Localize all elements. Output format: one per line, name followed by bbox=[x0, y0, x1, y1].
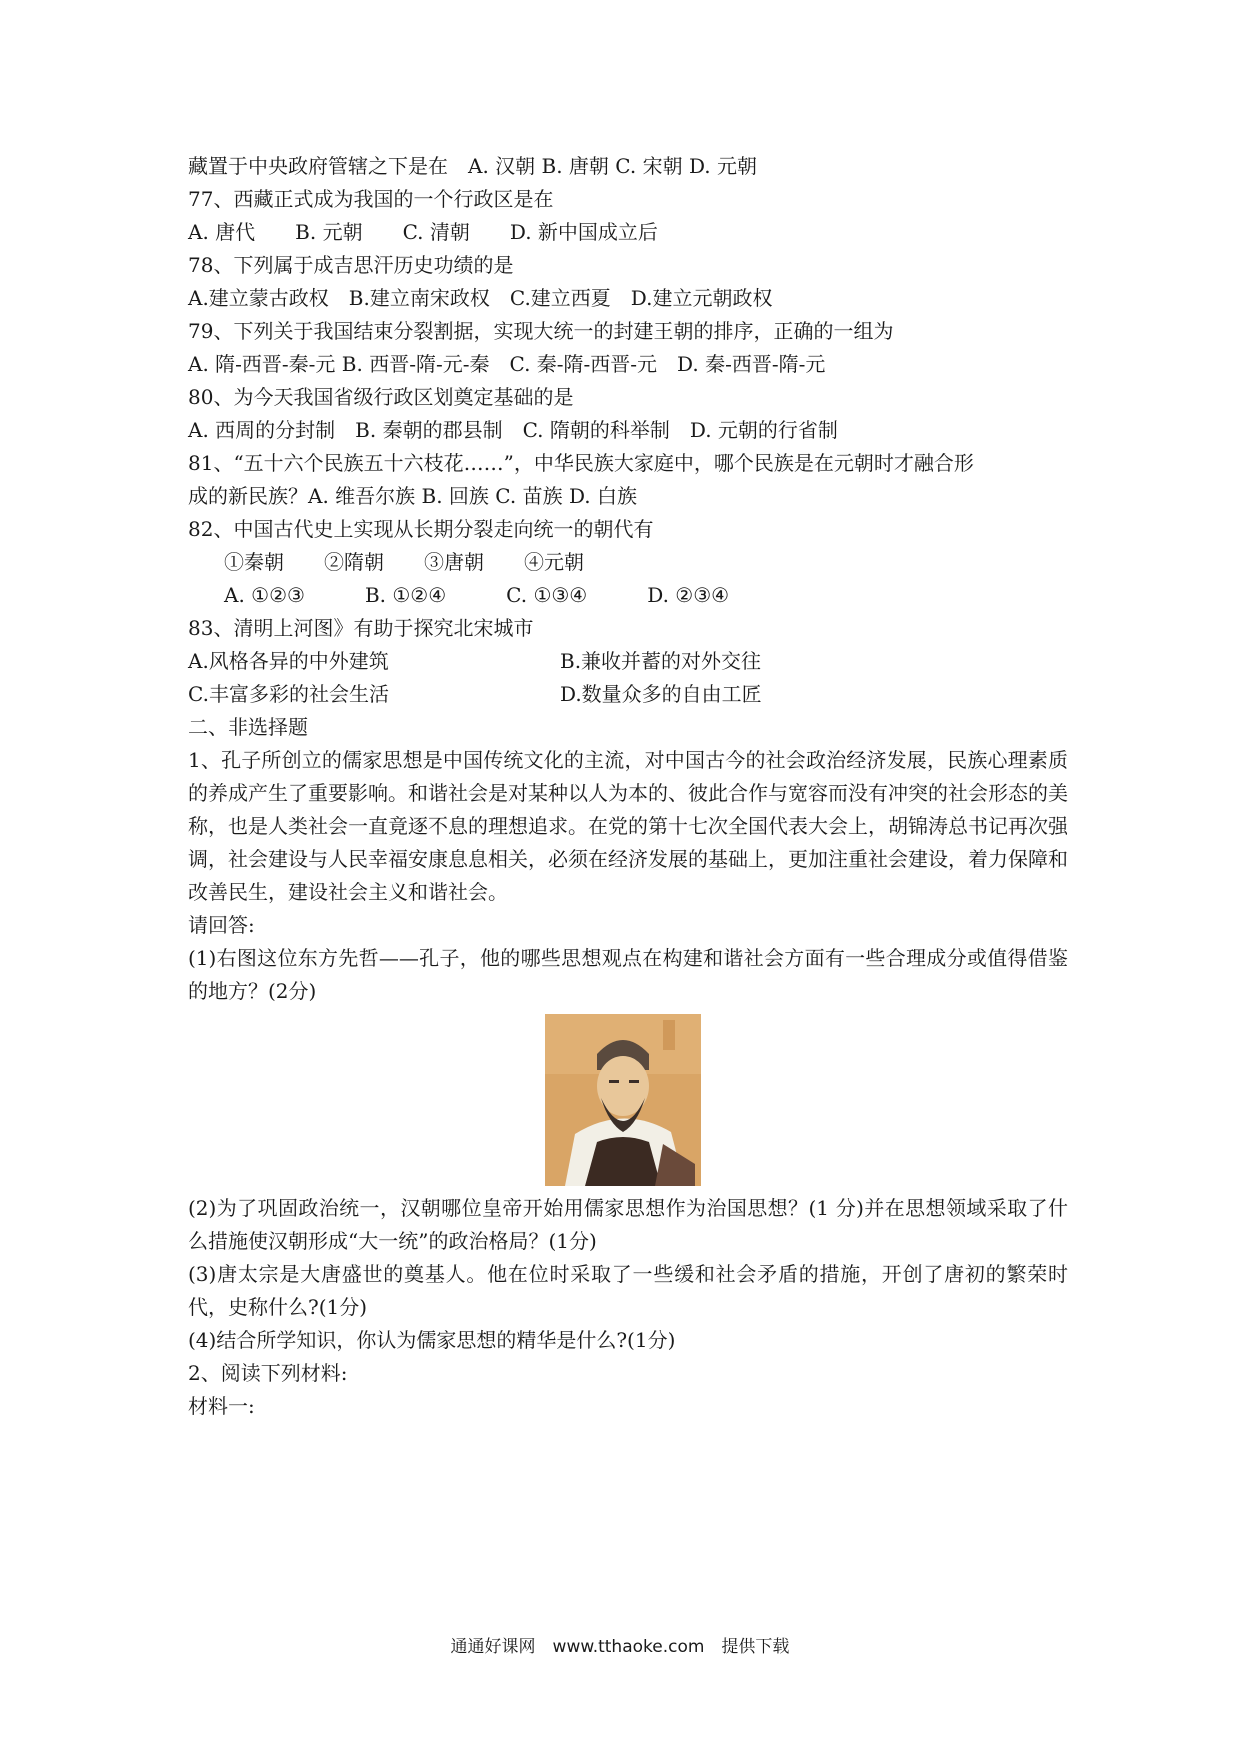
q80-options: A. 西周的分封制 B. 秦朝的郡县制 C. 隋朝的科举制 D. 元朝的行省制 bbox=[188, 418, 838, 442]
q81-stem-line1: 81、“五十六个民族五十六枝花……”，中华民族大家庭中，哪个民族是在元朝时才融合形 bbox=[188, 451, 974, 475]
section-title: 二、非选择题 bbox=[188, 715, 308, 739]
q83-option-d: D.数量众多的自由工匠 bbox=[560, 682, 762, 706]
q83-option-a: A.风格各异的中外建筑 bbox=[188, 649, 389, 673]
q83-options-row1 bbox=[188, 645, 1068, 678]
q76-tail: 藏置于中央政府管辖之下是在 A. 汉朝 B. 唐朝 C. 宋朝 D. 元朝 bbox=[188, 154, 757, 178]
page-footer: 通通好课网 www.tthaoke.com 提供下载 bbox=[450, 1637, 790, 1657]
page-content bbox=[188, 150, 1068, 1423]
q78-stem: 78、下列属于成吉思汗历史功绩的是 bbox=[188, 253, 514, 277]
q79-options: A. 隋-西晋-秦-元 B. 西晋-隋-元-秦 C. 秦-隋-西晋-元 D. 秦-西晋-隋-元 bbox=[188, 352, 826, 376]
question-1-passage: 1、孔子所创立的儒家思想是中国传统文化的主流，对中国古今的社会政治经济发展，民族心理素质的养成产生了重要影响。和谐社会是对某种以人为本的、彼此合作与宽容而没有冲突的社会形态的美称，也是人类社会一直竟逐不息的理想追求。在党的第十七次全国代表大会上，胡锦涛总书记再次强调，社会建设与人民幸福安康息息相关，必须在经济发展的基础上，更加注重社会建设，着力保障和改善民生，建设社会主义和谐社会。 bbox=[188, 748, 1068, 904]
portrait-area bbox=[188, 1008, 1068, 1192]
sub-question-4: (4)结合所学知识，你认为儒家思想的精华是什么?(1分) bbox=[188, 1328, 676, 1352]
q83-stem: 83、清明上河图》有助于探究北宋城市 bbox=[188, 616, 534, 640]
q82-items: ①秦朝 ②隋朝 ③唐朝 ④元朝 bbox=[224, 550, 584, 574]
q77-options: A. 唐代 B. 元朝 C. 清朝 D. 新中国成立后 bbox=[188, 220, 658, 244]
q81-stem-line2: 成的新民族？A. 维吾尔族 B. 回族 C. 苗族 D. 白族 bbox=[188, 484, 637, 508]
q79-stem: 79、下列关于我国结束分裂割据，实现大统一的封建王朝的排序，正确的一组为 bbox=[188, 319, 894, 343]
sub-question-3: (3)唐太宗是大唐盛世的奠基人。他在位时采取了一些缓和社会矛盾的措施，开创了唐初的繁荣时代，史称什么?(1分) bbox=[188, 1262, 1068, 1319]
q83-options-row2 bbox=[188, 678, 1068, 711]
q78-options: A.建立蒙古政权 B.建立南宋政权 C.建立西夏 D.建立元朝政权 bbox=[188, 286, 773, 310]
q82-stem: 82、中国古代史上实现从长期分裂走向统一的朝代有 bbox=[188, 517, 654, 541]
material-1-label: 材料一: bbox=[188, 1394, 255, 1418]
question-2-stem: 2、阅读下列材料: bbox=[188, 1361, 348, 1385]
ask-label: 请回答: bbox=[188, 913, 255, 937]
sub-question-2: (2)为了巩固政治统一，汉朝哪位皇帝开始用儒家思想作为治国思想？(1 分)并在思想领域采取了什么措施使汉朝形成“大一统”的政治格局？(1分) bbox=[188, 1196, 1068, 1253]
confucius-portrait bbox=[545, 1014, 701, 1186]
q77-stem: 77、西藏正式成为我国的一个行政区是在 bbox=[188, 187, 554, 211]
q83-option-b: B.兼收并蓄的对外交往 bbox=[560, 649, 762, 673]
q82-options: A. ①②③ B. ①②④ C. ①③④ D. ②③④ bbox=[224, 583, 730, 607]
sub-question-1: (1)右图这位东方先哲——孔子，他的哪些思想观点在构建和谐社会方面有一些合理成分或值得借鉴的地方？(2分) bbox=[188, 946, 1068, 1003]
q80-stem: 80、为今天我国省级行政区划奠定基础的是 bbox=[188, 385, 574, 409]
q83-option-c: C.丰富多彩的社会生活 bbox=[188, 682, 389, 706]
